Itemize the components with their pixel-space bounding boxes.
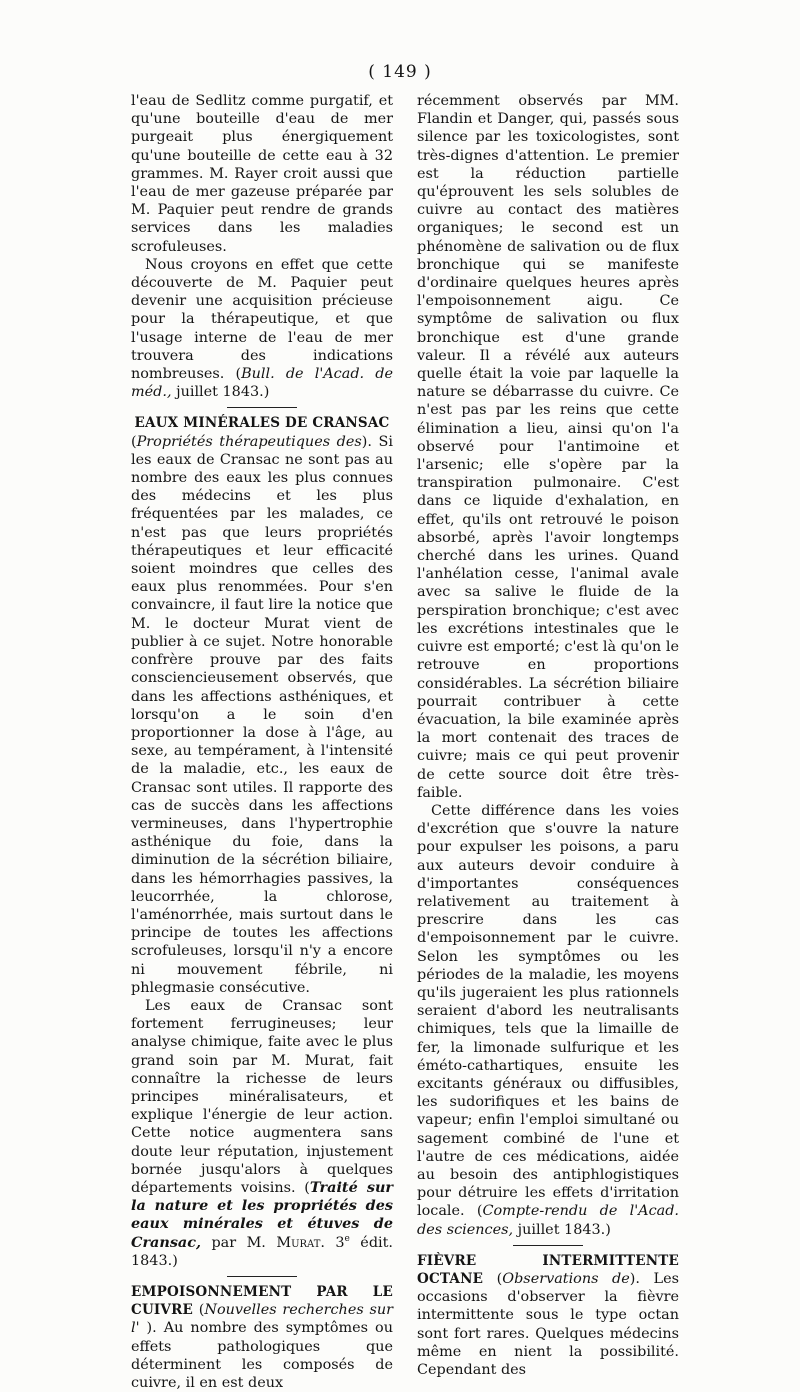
paragraph-cransac-analysis — [131, 997, 393, 1270]
paragraph-flandin-danger: récemment observés par MM. Flandin et Danger, qui, passés sous silence par les toxicologistes, sont très-dignes d'attention. Le premier est la réduction partielle qu'éprouvent les sels solubles de cuivre au contact des matières organiques; le second est un phénomène de salivation ou de flux bronchique qui se manifeste d'ordinaire quelques heures après l'empoisonnement aigu. Ce symptôme de salivation ou flux bronchique est d'une grande valeur. Il a révélé aux auteurs quelle était la voie par laquelle la nature se débarrasse du cuivre. Ce n'est pas par les reins que cette élimination a lieu, ainsi qu'on l'a observé pour l'antimoine et l'arsenic; elle s'opère par la transpiration pulmonaire. C'est dans ce liquide d'exhalation, en effet, qu'ils ont retrouvé le poison absorbé, après l'avoir longtemps cherché dans les urines. Quand l'anhélation cesse, l'animal avale avec sa salive le fluide de la perspiration bronchique; c'est avec les excrétions intestinales que le cuivre est emporté; c'est là qu'on le retrouve en proportions considérables. La sécrétion biliaire pourrait contribuer à cette évacuation, la bile examinée après la mort contenait des traces de cuivre; mais ce qui peut provenir de cette source doit être très-faible. — [417, 93, 679, 801]
section-divider — [227, 407, 297, 408]
subheading-open: ( — [193, 1302, 205, 1319]
page-number: ( 149 ) — [368, 62, 432, 82]
article-subheading: Observations de — [502, 1271, 630, 1287]
subheading-close: ). — [139, 1320, 157, 1337]
article-subheading: Propriétés thérapeutiques des — [136, 433, 362, 450]
citation-edition-superscript: e — [344, 1233, 350, 1244]
citation-edition-number: . 3 — [320, 1234, 345, 1251]
article-cransac — [131, 414, 393, 997]
paragraph-text: Nous croyons en effet que cette découverte de M. Paquier peut devenir une acquisition précieuse pour la thérapeutique, et que l'usage interne de l'eau de mer trouvera des indications nombreuses. ( — [131, 256, 393, 383]
paragraph-paquier — [131, 256, 393, 402]
article-text: ). Les occasions d'observer la fièvre intermittente sous le type octan sont fort rares. Quelques médecins même en nient la possibilité. Cependant des — [417, 1271, 679, 1379]
paragraph-eau-de-mer: l'eau de Sedlitz comme purgatif, et qu'une bouteille d'eau de mer purgeait plus énergiquement qu'une bouteille de cette eau à 32 grammes. M. Rayer croit aussi que l'eau de mer gazeuse préparée par M. Paquier peut rendre de grands services dans les maladies scrofuleuses. — [131, 93, 393, 255]
paragraph-text: Cette différence dans les voies d'excrétion que s'ouvre la nature pour expulser les poisons, a paru aux auteurs devoir conduire à d'importantes conséquences relativement au traitement à prescrire dans les cas d'empoisonnement par le cuivre. Selon les symptômes ou les périodes de la maladie, les moyens qu'ils jugeraient les plus rationnels seraient d'abord les neutralisants chimiques, tels que la limaille de fer, la limonade sulfurique et les éméto-cathartiques, ensuite les excitants généraux ou diffusibles, les sudorifiques et les bains de vapeur; enfin l'emploi simultané ou sagement combiné de l'une et l'autre de ces médications, aidée au besoin des antiphlogistiques pour détruire les effets d'irritation locale. ( — [417, 802, 679, 1220]
citation-edition: édit. 1843.) — [131, 1234, 394, 1269]
article-heading: FIÈVRE INTERMITTENTE OCTANE — [417, 1252, 679, 1287]
article-subheading: Nouvelles recherches sur l' — [131, 1302, 393, 1337]
section-divider — [513, 1245, 583, 1246]
paragraph-text: Les eaux de Cransac sont fortement ferrugineuses; leur analyse chimique, faite avec le plus grand soin par M. Murat, fait connaître la richesse de leurs principes minéralisateurs, et explique l'énergie de leur action. Cette notice augmentera sans doute leur réputation, injustement bornée jusqu'alors à quelques départements voisins. ( — [131, 997, 393, 1196]
paragraph-excretion — [417, 802, 679, 1239]
article-heading: EMPOISONNEMENT PAR LE CUIVRE — [131, 1284, 393, 1319]
citation: Bull. de l'Acad. de méd., — [131, 366, 393, 401]
citation: Traité sur la nature et les propriétés des eaux minérales et étuves de Cransac, — [131, 1178, 393, 1251]
left-column — [131, 92, 393, 1392]
subheading-open: ( — [483, 1271, 503, 1287]
section-divider — [227, 1276, 297, 1277]
citation: Compte-rendu de l'Acad. des sciences, — [417, 1203, 679, 1238]
citation-by: par M. — [201, 1234, 277, 1251]
article-heading: EAUX MINÉRALES DE CRANSAC — [134, 415, 390, 432]
right-column — [417, 92, 679, 1379]
article-empoisonnement — [131, 1283, 393, 1392]
citation-date: juillet 1843.) — [171, 384, 270, 401]
citation-date: juillet 1843.) — [513, 1221, 611, 1238]
citation-author: Murat — [276, 1234, 321, 1251]
article-fievre — [417, 1252, 679, 1379]
subheading-open: ( — [131, 433, 137, 450]
article-text: ). Si les eaux de Cransac ne sont pas au nombre des eaux les plus connues des médecins et les plus fréquentées par les malades, ce n'est pas que leurs propriétés thérapeutiques et leur efficacité soient moindres que celles des eaux plus renommées. Pour s'en convaincre, il faut lire la notice que M. le docteur Murat vient de publier à ce sujet. Notre honorable confrère prouve par des faits consciencieusement observés, que dans les affections asthéniques, et lorsqu'on a le soin d'en proportionner la dose à l'âge, au sexe, au tempérament, à l'intensité de la maladie, etc., les eaux de Cransac sont utiles. Il rapporte des cas de succès dans les affections vermineuses, dans l'hypertrophie asthénique du foie, dans la diminution de la sécrétion biliaire, dans les hémorrhagies passives, la leucorrhée, la chlorose, l'aménorrhée, mais surtout dans le principe de toutes les affections scrofuleuses, lorsqu'il n'y a encore ni mouvement fébrile, ni phlegmasie consécutive. — [131, 433, 393, 996]
article-text: Au nombre des symptômes ou effets pathologiques que déterminent les composés de cuivre, il en est deux — [131, 1320, 393, 1392]
